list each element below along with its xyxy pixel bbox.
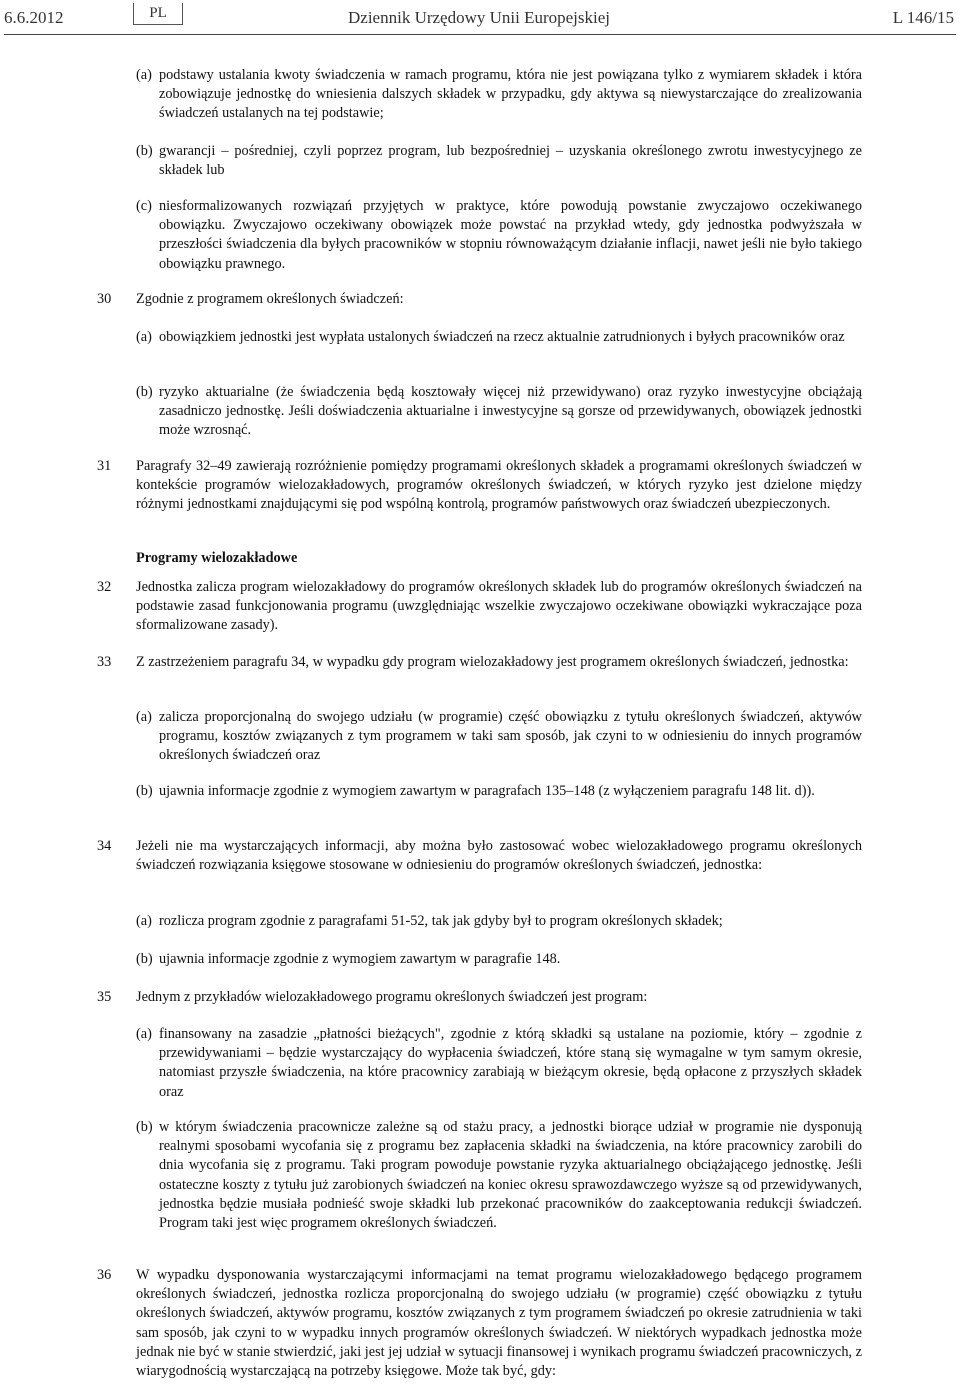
header-rule	[4, 34, 956, 35]
paragraph-text: Z zastrzeżeniem paragrafu 34, w wypadku gdy program wielozakładowy jest programem określonych świadczeń, jednostka:	[136, 654, 849, 670]
item-text: w którym świadczenia pracownicze zależne są od stażu pracy, a jednostki biorące udział w programie nie dysponują realnymi sposobami wycofania się z programu bez zapłacenia składki na świadczenia, na które pracownicy zarobili do dnia wycofania się z programu. Taki program powoduje powstanie ryzyka aktuarialnego obciążającego jednostkę. Jeśli ostateczne koszty z tytułu już zarobionych świadczeń na koniec okresu sprawozdawczego wyższe są od przewidywanych, jednostka będzie musiała podnieść swoje składki lub przekonać pracowników do zaakceptowania redukcji świadczeń. Program taki jest więc programem określonych świadczeń.	[159, 1119, 862, 1232]
item-marker: (b)	[136, 783, 153, 799]
item-text: zalicza proporcjonalną do swojego udziału (w programie) część obowiązku z tytułu określonych świadczeń, aktywów programu, kosztów związanych z tym programem w taki sam sposób, jak czyni to w odniesieniu do innych programów określonych świadczeń oraz	[159, 709, 862, 764]
header-language-box: PL	[133, 3, 183, 25]
item-marker: (a)	[136, 329, 152, 345]
item-text: obowiązkiem jednostki jest wypłata ustalonych świadczeń na rzecz aktualnie zatrudnionych i byłych pracowników oraz	[159, 329, 845, 345]
section-heading: Programy wielozakładowe	[136, 550, 298, 566]
item-text: gwarancji – pośredniej, czyli poprzez program, lub bezpośredniej – uzyskania określonego zwrotu inwestycyjnego ze składek lub	[159, 143, 862, 179]
item-marker: (b)	[136, 384, 153, 400]
item-marker: (b)	[136, 951, 153, 967]
page-header	[0, 0, 960, 36]
item-marker: (a)	[136, 913, 152, 929]
paragraph-number: 35	[97, 989, 112, 1005]
paragraph-number: 31	[97, 458, 112, 474]
item-marker: (a)	[136, 1026, 152, 1042]
item-text: ujawnia informacje zgodnie z wymogiem zawartym w paragrafie 148.	[159, 951, 561, 967]
header-page-number: L 146/15	[892, 8, 954, 27]
item-text: podstawy ustalania kwoty świadczenia w ramach programu, która nie jest powiązana tylko z wymiarem składek i która zobowiązuje jednostkę do wniesienia dalszych składek w przypadku, gdy aktywa są niewystarczające do zrealizowania świadczeń ustalanych na tej podstawie;	[159, 67, 862, 122]
item-text: ujawnia informacje zgodnie z wymogiem zawartym w paragrafach 135–148 (z wyłączeniem paragrafu 148 lit. d)).	[159, 783, 815, 799]
item-text: finansowany na zasadzie „płatności bieżących", zgodnie z którą składki są ustalane na poziomie, który – zgodnie z przewidywaniami – będzie wystarczający do wypłacenia świadczeń, które staną się wymagalne w tym samym okresie, natomiast przyszłe świadczenia, na które pracownicy zarabiają w bieżącym okresie, będą opłacone z przyszłych składek oraz	[159, 1026, 862, 1100]
paragraph-number: 34	[97, 838, 112, 854]
paragraph-text: Jeżeli nie ma wystarczających informacji, aby można było zastosować wobec wielozakładowego programu określonych świadczeń rozwiązania księgowe stosowane w odniesieniu do programów określonych świadczeń, jednostka:	[136, 838, 862, 874]
header-date: 6.6.2012	[4, 8, 64, 27]
paragraph-text: Paragrafy 32–49 zawierają rozróżnienie pomiędzy programami określonych składek a programami określonych świadczeń w kontekście programów wielozakładowych, programów określonych świadczeń, w których ryzyko jest dzielone między różnymi jednostkami znajdującymi się pod wspólną kontrolą, programów państwowych oraz świadczeń ubezpieczonych.	[136, 458, 862, 513]
header-journal-title: Dziennik Urzędowy Unii Europejskiej	[348, 8, 611, 27]
paragraph-text: Zgodnie z programem określonych świadczeń:	[136, 291, 404, 307]
item-marker: (a)	[136, 709, 152, 725]
paragraph-number: 32	[97, 579, 112, 595]
paragraph-text: Jednym z przykładów wielozakładowego programu określonych świadczeń jest program:	[136, 989, 648, 1005]
item-marker: (b)	[136, 1119, 153, 1135]
paragraph-number: 30	[97, 291, 112, 307]
paragraph-number: 33	[97, 654, 112, 670]
paragraph-number: 36	[97, 1267, 112, 1283]
item-marker: (a)	[136, 67, 152, 83]
item-marker: (b)	[136, 143, 153, 159]
paragraph-text: Jednostka zalicza program wielozakładowy do programów określonych składek lub do programów określonych świadczeń na podstawie zasad funkcjonowania programu (uwzględniając wszelkie zwyczajowo oczekiwane obowiązki wykraczające poza sformalizowane zasady).	[136, 579, 862, 634]
item-text: rozlicza program zgodnie z paragrafami 51-52, tak jak gdyby był to program określonych składek;	[159, 913, 723, 929]
item-marker: (c)	[136, 198, 152, 214]
item-text: niesformalizowanych rozwiązań przyjętych w praktyce, które powodują powstanie zwyczajowo oczekiwanego obowiązku. Zwyczajowo oczekiwany obowiązek może powstać na przykład wtedy, gdy jednostka podwyższała w przeszłości świadczenia dla byłych pracowników w stopniu równoważącym działanie inflacji, nawet jeśli nie było takiego obowiązku prawnego.	[159, 198, 862, 272]
item-text: ryzyko aktuarialne (że świadczenia będą kosztowały więcej niż przewidywano) oraz ryzyko inwestycyjne obciążają zasadniczo jednostkę. Jeśli doświadczenia aktuarialne i inwestycyjne są gorsze od przewidywanych, obowiązek jednostki może wzrosnąć.	[159, 384, 862, 439]
paragraph-text: W wypadku dysponowania wystarczającymi informacjami na temat programu wielozakładowego będącego programem określonych świadczeń, jednostka rozlicza proporcjonalną do swojego udziału (w programie) część obowiązku z tytułu określonych świadczeń, aktywów programu, kosztów związanych z tym programem świadczeń po okresie zatrudnienia w taki sam sposób, jak czyni to w wypadku innych programów określonych świadczeń. W niektórych wypadkach jednostka może jednak nie być w stanie stwierdzić, jaki jest jej udział w sytuacji finansowej i wynikach programu świadczeń pracowniczych, z wiarygodnością wystarczającą na potrzeby księgowe. Może tak być, gdy:	[136, 1267, 862, 1380]
